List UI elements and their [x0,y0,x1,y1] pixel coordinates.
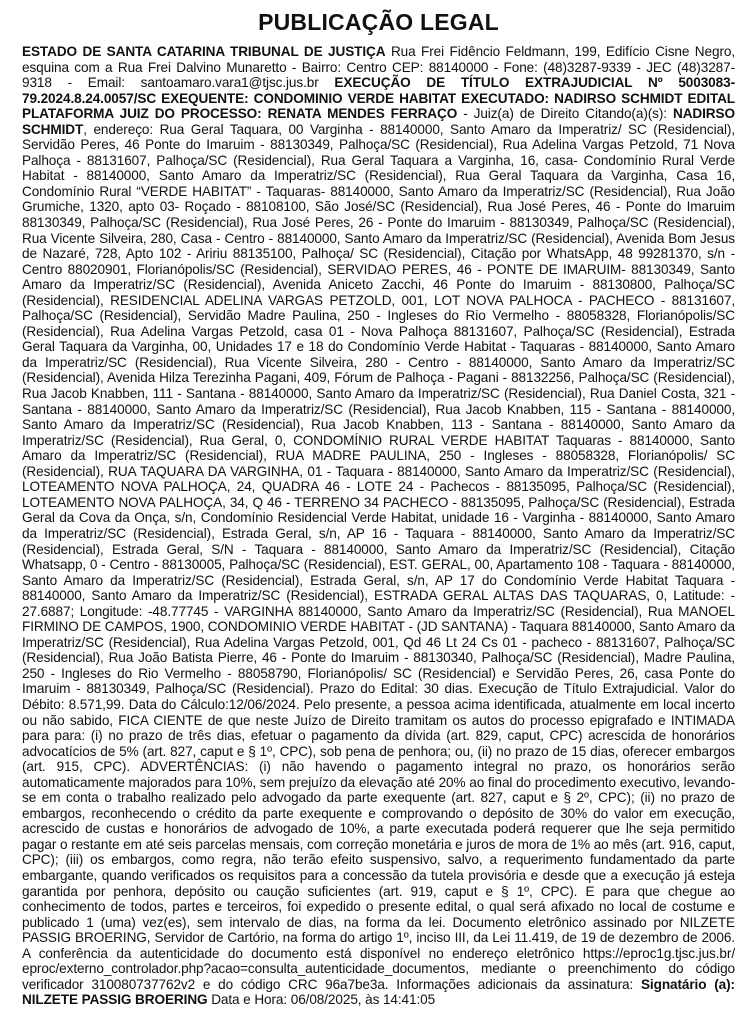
signature-datetime: Data e Hora: 06/08/2025, às 14:41:05 [207,992,436,1008]
case-header: EXECUÇÃO DE TÍTULO EXTRAJUDICIAL Nº 5003083-79.2024.8.24.0057/SC EXEQUENTE: CONDOMINIO VERDE HABITAT EXECUTADO: NADIRSO SCHMIDT EDITAL PLATAFORMA JUIZ DO PROCESSO: RENATA MENDES FERRAÇO [22,75,735,122]
signatory: Signatário (a): NILZETE PASSIG BROERING [22,976,735,1008]
court-heading: ESTADO DE SANTA CATARINA TRIBUNAL DE JUSTIÇA [22,44,386,59]
court-address: Rua Frei Fidêncio Feldmann, 199, Edifício Cisne Negro, esquina com a Rua Frei Dalvino Munaretto - Bairro: Centro CEP: 88140000 - Fone: (48)3287-9339 - JEC (48)3287-9318 - Email: santoamaro.vara1@tjsc.jus.br [22,44,736,91]
notice-main-text: , endereço: Rua Geral Taquara, 00 Varginha - 88140000, Santo Amaro da Imperatriz/ SC (Residencial), Servidão Peres, 46 Ponte do Imaruim - 88130349, Palhoça/SC (Residencial), Rua Adelina Vargas Petzold, 71 Nova Palhoça - 88131607, Palhoça/SC (Residencial), Rua Geral Taquara a Varginha, 16, casa- Condomínio Rural Verde Habitat - 88140000, Santo Amaro da Imperatriz/SC (Residencial), Rua Geral Taquara da Varginha, Casa 16, Condomínio Rural “VERDE HABITAT” - Taquaras- 88140000, Santo Amaro da Imperatriz/SC (Residencial), Rua João Grumiche, 1320, apto 03- Roçado - 88108100, São José/SC (Residencial), Rua José Peres, 46 - Ponte do Imaruim 88130349, Palhoça/SC (Residencial), Rua José Peres, 26 - Ponte do Imaruim - 88130349, Palhoça/SC (Residencial), Rua Vicente Silveira, 280, Casa - Centro - 88140000, Santo Amaro da Imperatriz/SC (Residencial), Avenida Bom Jesus de Nazaré, 728, Apto 102 - Aririu 88135100, Palhoça/ SC (Residencial), Citação por WhatsApp, 48 99281370, s/n - Centro 88020901, Florianópolis/SC (Residencial), SERVIDAO PERES, 46 - PONTE DE IMARUIM- 88130349, Santo Amaro da Imperatriz/SC (Residencial), Avenida Aniceto Zacchi, 46 Ponte do Imaruim - 88130800, Palhoça/SC (Residencial), RESIDENCIAL ADELINA VARGAS PETZOLD, 001, LOT NOVA PALHOCA - PACHECO - 88131607, Palhoça/SC (Residencial), Servidão Madre Paulina, 250 - Ingleses do Rio Vermelho - 88058328, Florianópolis/SC (Residencial), Rua Adelina Vargas Petzold, casa 01 - Nova Palhoça 88131607, Palhoça/SC (Residencial), Estrada Geral Taquara da Varginha, 00, Unidades 17 e 18 do Condomínio Verde Habitat - Taquaras - 88140000, Santo Amaro da Imperatriz/SC (Residencial), Rua Vicente Silveira, 280 - Centro - 88140000, Santo Amaro da Imperatriz/SC (Residencial), Avenida Hilza Terezinha Pagani, 409, Fórum de Palhoça - Pagani - 88132256, Palhoça/SC (Residencial), Rua Jacob Knabben, 111 - Santana - 88140000, Santo Amaro da Imperatriz/SC (Residencial), Rua Daniel Costa, 321 - Santana - 88140000, Santo Amaro da Imperatriz/SC (Residencial), Rua Jacob Knabben, 115 - Santana - 88140000, Santo Amaro da Imperatriz/SC (Residencial), Rua Jacob Knabben, 113 - Santana - 88140000, Santo Amaro da Imperatriz/SC (Residencial), Rua Geral, 0, CONDOMÍNIO RURAL VERDE HABITAT Taquaras - 88140000, Santo Amaro da Imperatriz/SC (Residencial), RUA MADRE PAULINA, 250 - Ingleses - 88058328, Florianópolis/ SC (Residencial), RUA TAQUARA DA VARGINHA, 01 - Taquara - 88140000, Santo Amaro da Imperatriz/SC (Residencial), LOTEAMENTO NOVA PALHOÇA, 24, QUADRA 46 - LOTE 24 - Pachecos - 88135095, Palhoça/SC (Residencial), LOTEAMENTO NOVA PALHOÇA, 34, Q 46 - TERRENO 34 PACHECO - 88135095, Palhoça/SC (Residencial), Estrada Geral da Cova da Onça, s/n, Condomínio Residencial Verde Habitat, unidade 16 - Varginha - 88140000, Santo Amaro da Imperatriz/SC (Residencial), Estrada Geral, s/n, AP 16 - Taquara - 88140000, Santo Amaro da Imperatriz/SC (Residencial), Estrada Geral, S/N - Taquara - 88140000, Santo Amaro da Imperatriz/SC (Residencial), Citação Whatsapp, 0 - Centro - 88130005, Palhoça/SC (Residencial), EST. GERAL, 00, Apartamento 108 - Taquara - 88140000, Santo Amaro da Imperatriz/SC (Residencial), Estrada Geral, s/n, AP 17 do Condomínio Verde Habitat Taquara - 88140000, Santo Amaro da Imperatriz/SC (Residencial), ESTRADA GERAL ALTAS DAS TAQUARAS, 0, Latitude: - 27.6887; Longitude: -48.77745 - VARGINHA 88140000, Santo Amaro da Imperatriz/SC (Residencial), Rua MANOEL FIRMINO DE CAMPOS, 1900, CONDOMINIO VERDE HABITAT - (JD SANTANA) - Taquara 88140000, Santo Amaro da Imperatriz/SC (Residencial), Rua Adelina Vargas Petzold, 001, Qd 46 Lt 24 Cs 01 - pacheco - 88131607, Palhoça/SC (Residencial), Rua João Batista Pierre, 46 - Ponte do Imaruim - 88130340, Palhoça/SC (Residencial), Madre Paulina, 250 - Ingleses do Rio Vermelho - 88058790, Florianópolis/ SC (Residencial) e Servidão Peres, 26, casa Ponte do Imaruim - 88130349, Palhoça/SC (Residencial). Prazo do Edital: 30 dias. Execução de Título Extrajudicial. Valor do Débito: 8.571,99. Data do Cálculo:12/06/2024. Pelo presente, a pessoa acima identificada, atualmente em local incerto ou não sabido, FICA CIENTE de que neste Juízo de Direito tramitam os autos do processo epigrafado e INTIMADA para para: (i) no prazo de três dias, efetuar o pagamento da dívida (art. 829, caput, CPC) acrescida de honorários advocatícios de 5% (art. 827, caput e § 1º, CPC), sob pena de penhora; ou, (ii) no prazo de 15 dias, oferecer embargos (art. 915, CPC). ADVERTÊNCIAS: (i) não havendo o pagamento integral no prazo, os honorários serão automaticamente majorados para 10%, sem prejuízo da elevação até 20% ao final do procedimento executivo, levando-se em conta o trabalho realizado pelo advogado da parte exequente (art. 827, caput e § 2º, CPC); (ii) no prazo de embargos, reconhecendo o crédito da parte exequente e comprovando o depósito de 30% do valor em execução, acrescido de custas e honorários de advogado de 10%, a parte executada poderá requerer que lhe seja permitido pagar o restante em até seis parcelas mensais, com correção monetária e juros de mora de 1% ao mês (art. 916, caput, CPC); (iii) os embargos, como regra, não terão efeito suspensivo, salvo, a requerimento fundamentado da parte embargante, quando verificados os requisitos para a concessão da tutela provisória e desde que a execução já esteja garantida por penhora, depósito ou caução suficientes (art. 919, caput e § 1º, CPC). E para que chegue ao conhecimento de todos, partes e terceiros, foi expedido o presente edital, o qual será afixado no local de costume e publicado 1 (uma) vez(es), sem intervalo de dias, na forma da lei. Documento eletrônico assinado por NILZETE PASSIG BROERING, Servidor de Cartório, na forma do artigo 1º, inciso III, da Lei 11.419, de 19 de dezembro de 2006. A conferência da autenticidade do documento está disponível no endereço eletrônico https://eproc1g.tjsc.jus.br/ eproc/externo_controlador.php?acao=consulta_autenticidade_documentos, mediante o preenchimento do código verificador 310080737762v2 e do código CRC 96a7be3a. Informações adicionais da assinatura: [22,121,735,992]
defendant-name: NADIRSO SCHMIDT [22,106,735,137]
page-title: PUBLICAÇÃO LEGAL [258,9,499,35]
notice-body [22,44,735,1008]
citation-intro: - Juiz(a) de Direito Citando(a)(s): [457,106,673,122]
